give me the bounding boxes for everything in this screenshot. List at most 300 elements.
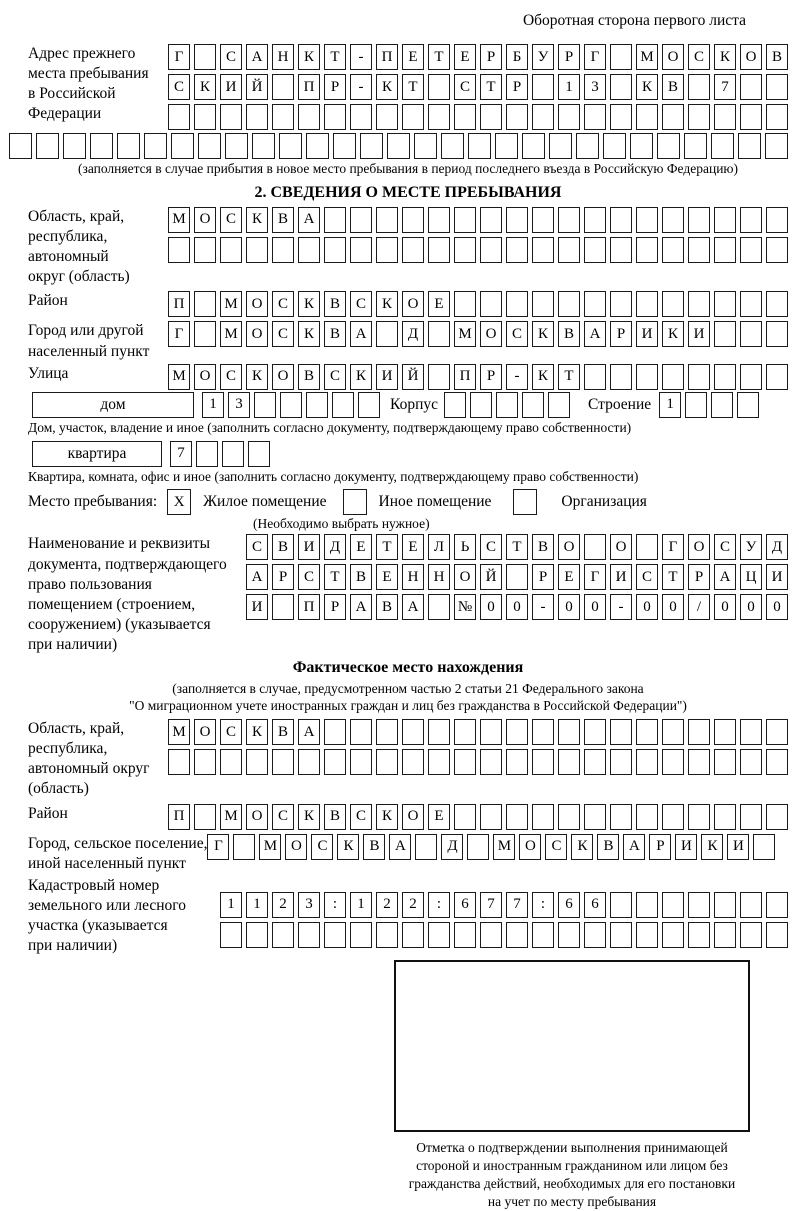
- char-cell[interactable]: [610, 207, 632, 233]
- char-cell[interactable]: Г: [584, 44, 606, 70]
- char-cell[interactable]: [737, 392, 759, 418]
- char-cell[interactable]: [576, 133, 599, 159]
- char-cell[interactable]: [657, 133, 680, 159]
- char-cell[interactable]: [636, 719, 658, 745]
- char-cell[interactable]: [610, 892, 632, 918]
- char-cell[interactable]: [376, 237, 398, 263]
- char-cell[interactable]: 1: [220, 892, 242, 918]
- char-cell[interactable]: [714, 104, 736, 130]
- char-cell[interactable]: Т: [402, 74, 424, 100]
- char-cell[interactable]: К: [376, 74, 398, 100]
- char-cell[interactable]: [766, 719, 788, 745]
- char-cell[interactable]: [480, 804, 502, 830]
- char-cell[interactable]: Г: [662, 534, 684, 560]
- char-cell[interactable]: М: [454, 321, 476, 347]
- char-cell[interactable]: А: [714, 564, 736, 590]
- char-cell[interactable]: [220, 922, 242, 948]
- char-cell[interactable]: [740, 364, 762, 390]
- char-cell[interactable]: [688, 749, 710, 775]
- char-cell[interactable]: [558, 104, 580, 130]
- char-cell[interactable]: Р: [610, 321, 632, 347]
- char-cell[interactable]: [532, 749, 554, 775]
- char-cell[interactable]: [324, 207, 346, 233]
- char-cell[interactable]: 7: [480, 892, 502, 918]
- char-cell[interactable]: [636, 364, 658, 390]
- char-cell[interactable]: 0: [558, 594, 580, 620]
- char-cell[interactable]: К: [350, 364, 372, 390]
- char-cell[interactable]: [272, 237, 294, 263]
- char-cell[interactable]: 6: [558, 892, 580, 918]
- char-cell[interactable]: [480, 749, 502, 775]
- char-cell[interactable]: П: [376, 44, 398, 70]
- char-cell[interactable]: [480, 104, 502, 130]
- char-cell[interactable]: [480, 291, 502, 317]
- char-cell[interactable]: [324, 922, 346, 948]
- char-cell[interactable]: [454, 104, 476, 130]
- char-cell[interactable]: С: [506, 321, 528, 347]
- char-cell[interactable]: Г: [207, 834, 229, 860]
- char-cell[interactable]: [558, 291, 580, 317]
- char-cell[interactable]: [610, 922, 632, 948]
- char-cell[interactable]: Т: [506, 534, 528, 560]
- char-cell[interactable]: М: [636, 44, 658, 70]
- char-cell[interactable]: 6: [584, 892, 606, 918]
- char-cell[interactable]: Д: [324, 534, 346, 560]
- char-cell[interactable]: 0: [740, 594, 762, 620]
- char-cell[interactable]: [662, 892, 684, 918]
- char-cell[interactable]: [738, 133, 761, 159]
- char-cell[interactable]: [610, 104, 632, 130]
- char-cell[interactable]: [610, 719, 632, 745]
- char-cell[interactable]: Т: [324, 44, 346, 70]
- char-cell[interactable]: У: [740, 534, 762, 560]
- char-cell[interactable]: [350, 922, 372, 948]
- char-cell[interactable]: [414, 133, 437, 159]
- char-cell[interactable]: [350, 207, 372, 233]
- char-cell[interactable]: В: [272, 534, 294, 560]
- char-cell[interactable]: [506, 749, 528, 775]
- char-cell[interactable]: С: [272, 321, 294, 347]
- char-cell[interactable]: Р: [324, 594, 346, 620]
- char-cell[interactable]: [610, 749, 632, 775]
- char-cell[interactable]: Е: [402, 534, 424, 560]
- char-cell[interactable]: К: [298, 44, 320, 70]
- char-cell[interactable]: А: [623, 834, 645, 860]
- char-cell[interactable]: [246, 922, 268, 948]
- char-cell[interactable]: Р: [649, 834, 671, 860]
- char-cell[interactable]: [636, 804, 658, 830]
- char-cell[interactable]: 3: [298, 892, 320, 918]
- char-cell[interactable]: Е: [376, 564, 398, 590]
- char-cell[interactable]: [636, 237, 658, 263]
- char-cell[interactable]: [358, 392, 380, 418]
- char-cell[interactable]: 7: [170, 441, 192, 467]
- char-cell[interactable]: Н: [272, 44, 294, 70]
- char-cell[interactable]: И: [727, 834, 749, 860]
- char-cell[interactable]: [246, 104, 268, 130]
- char-cell[interactable]: [584, 291, 606, 317]
- char-cell[interactable]: /: [688, 594, 710, 620]
- char-cell[interactable]: [496, 392, 518, 418]
- char-cell[interactable]: [298, 104, 320, 130]
- char-cell[interactable]: [714, 749, 736, 775]
- char-cell[interactable]: П: [298, 74, 320, 100]
- char-cell[interactable]: [662, 237, 684, 263]
- char-cell[interactable]: [428, 237, 450, 263]
- char-cell[interactable]: [220, 749, 242, 775]
- char-cell[interactable]: Т: [480, 74, 502, 100]
- char-cell[interactable]: С: [714, 534, 736, 560]
- char-cell[interactable]: [220, 104, 242, 130]
- char-cell[interactable]: К: [246, 719, 268, 745]
- char-cell[interactable]: 0: [714, 594, 736, 620]
- char-cell[interactable]: [714, 892, 736, 918]
- char-cell[interactable]: Г: [168, 321, 190, 347]
- char-cell[interactable]: И: [610, 564, 632, 590]
- char-cell[interactable]: В: [324, 804, 346, 830]
- char-cell[interactable]: П: [298, 594, 320, 620]
- char-cell[interactable]: 0: [662, 594, 684, 620]
- char-cell[interactable]: [428, 749, 450, 775]
- char-cell[interactable]: Й: [480, 564, 502, 590]
- char-cell[interactable]: [480, 207, 502, 233]
- char-cell[interactable]: [636, 534, 658, 560]
- char-cell[interactable]: [168, 104, 190, 130]
- char-cell[interactable]: Л: [428, 534, 450, 560]
- char-cell[interactable]: А: [246, 564, 268, 590]
- char-cell[interactable]: -: [506, 364, 528, 390]
- char-cell[interactable]: [714, 804, 736, 830]
- char-cell[interactable]: В: [324, 321, 346, 347]
- char-cell[interactable]: [766, 321, 788, 347]
- char-cell[interactable]: 1: [659, 392, 681, 418]
- char-cell[interactable]: [662, 749, 684, 775]
- char-cell[interactable]: С: [688, 44, 710, 70]
- char-cell[interactable]: [688, 719, 710, 745]
- char-cell[interactable]: [740, 321, 762, 347]
- char-cell[interactable]: [428, 321, 450, 347]
- char-cell[interactable]: [332, 392, 354, 418]
- char-cell[interactable]: [714, 207, 736, 233]
- char-cell[interactable]: [685, 392, 707, 418]
- char-cell[interactable]: [662, 719, 684, 745]
- char-cell[interactable]: [584, 749, 606, 775]
- char-cell[interactable]: Р: [532, 564, 554, 590]
- char-cell[interactable]: [194, 804, 216, 830]
- char-cell[interactable]: К: [246, 364, 268, 390]
- char-cell[interactable]: В: [272, 207, 294, 233]
- char-cell[interactable]: [454, 207, 476, 233]
- char-cell[interactable]: 0: [480, 594, 502, 620]
- char-cell[interactable]: [532, 237, 554, 263]
- char-cell[interactable]: У: [532, 44, 554, 70]
- char-cell[interactable]: С: [220, 719, 242, 745]
- char-cell[interactable]: Г: [168, 44, 190, 70]
- char-cell[interactable]: В: [558, 321, 580, 347]
- char-cell[interactable]: [558, 237, 580, 263]
- char-cell[interactable]: [194, 237, 216, 263]
- char-cell[interactable]: 7: [714, 74, 736, 100]
- char-cell[interactable]: М: [168, 719, 190, 745]
- char-cell[interactable]: А: [298, 719, 320, 745]
- char-cell[interactable]: [766, 892, 788, 918]
- char-cell[interactable]: [324, 237, 346, 263]
- char-cell[interactable]: [506, 104, 528, 130]
- char-cell[interactable]: [350, 104, 372, 130]
- char-cell[interactable]: [766, 104, 788, 130]
- char-cell[interactable]: 2: [376, 892, 398, 918]
- char-cell[interactable]: [468, 133, 491, 159]
- char-cell[interactable]: [714, 922, 736, 948]
- char-cell[interactable]: [454, 719, 476, 745]
- char-cell[interactable]: [272, 922, 294, 948]
- char-cell[interactable]: Р: [558, 44, 580, 70]
- char-cell[interactable]: 3: [228, 392, 250, 418]
- char-cell[interactable]: №: [454, 594, 476, 620]
- char-cell[interactable]: [506, 207, 528, 233]
- char-cell[interactable]: [194, 291, 216, 317]
- char-cell[interactable]: [402, 719, 424, 745]
- char-cell[interactable]: Е: [558, 564, 580, 590]
- char-cell[interactable]: [402, 207, 424, 233]
- char-cell[interactable]: [532, 74, 554, 100]
- char-cell[interactable]: [740, 892, 762, 918]
- apartment-name-box[interactable]: квартира: [32, 441, 162, 467]
- char-cell[interactable]: [198, 133, 221, 159]
- char-cell[interactable]: М: [493, 834, 515, 860]
- char-cell[interactable]: [532, 922, 554, 948]
- char-cell[interactable]: Н: [428, 564, 450, 590]
- char-cell[interactable]: [376, 207, 398, 233]
- char-cell[interactable]: [584, 922, 606, 948]
- char-cell[interactable]: С: [636, 564, 658, 590]
- char-cell[interactable]: И: [636, 321, 658, 347]
- char-cell[interactable]: [428, 104, 450, 130]
- char-cell[interactable]: [402, 922, 424, 948]
- char-cell[interactable]: -: [350, 44, 372, 70]
- char-cell[interactable]: [415, 834, 437, 860]
- char-cell[interactable]: [766, 804, 788, 830]
- char-cell[interactable]: [636, 749, 658, 775]
- char-cell[interactable]: [272, 104, 294, 130]
- char-cell[interactable]: [532, 104, 554, 130]
- char-cell[interactable]: Т: [376, 534, 398, 560]
- char-cell[interactable]: К: [701, 834, 723, 860]
- char-cell[interactable]: А: [584, 321, 606, 347]
- char-cell[interactable]: [740, 104, 762, 130]
- char-cell[interactable]: [168, 749, 190, 775]
- char-cell[interactable]: С: [324, 364, 346, 390]
- char-cell[interactable]: [532, 207, 554, 233]
- char-cell[interactable]: [428, 207, 450, 233]
- char-cell[interactable]: [144, 133, 167, 159]
- char-cell[interactable]: [548, 392, 570, 418]
- char-cell[interactable]: [688, 922, 710, 948]
- char-cell[interactable]: [480, 922, 502, 948]
- char-cell[interactable]: [532, 719, 554, 745]
- char-cell[interactable]: О: [454, 564, 476, 590]
- char-cell[interactable]: Й: [246, 74, 268, 100]
- char-cell[interactable]: Е: [402, 44, 424, 70]
- char-cell[interactable]: М: [259, 834, 281, 860]
- char-cell[interactable]: А: [246, 44, 268, 70]
- char-cell[interactable]: [558, 922, 580, 948]
- char-cell[interactable]: [196, 441, 218, 467]
- char-cell[interactable]: [272, 594, 294, 620]
- char-cell[interactable]: К: [376, 291, 398, 317]
- char-cell[interactable]: [714, 237, 736, 263]
- char-cell[interactable]: [194, 321, 216, 347]
- char-cell[interactable]: А: [298, 207, 320, 233]
- char-cell[interactable]: [454, 749, 476, 775]
- char-cell[interactable]: [688, 104, 710, 130]
- char-cell[interactable]: Е: [350, 534, 372, 560]
- char-cell[interactable]: К: [246, 207, 268, 233]
- char-cell[interactable]: [376, 321, 398, 347]
- char-cell[interactable]: [522, 133, 545, 159]
- char-cell[interactable]: [90, 133, 113, 159]
- char-cell[interactable]: [558, 749, 580, 775]
- char-cell[interactable]: [714, 364, 736, 390]
- char-cell[interactable]: С: [311, 834, 333, 860]
- char-cell[interactable]: М: [220, 291, 242, 317]
- char-cell[interactable]: [428, 594, 450, 620]
- char-cell[interactable]: [324, 719, 346, 745]
- char-cell[interactable]: [194, 104, 216, 130]
- char-cell[interactable]: 0: [584, 594, 606, 620]
- char-cell[interactable]: Р: [506, 74, 528, 100]
- char-cell[interactable]: [360, 133, 383, 159]
- char-cell[interactable]: О: [519, 834, 541, 860]
- char-cell[interactable]: К: [298, 321, 320, 347]
- char-cell[interactable]: [324, 749, 346, 775]
- char-cell[interactable]: К: [714, 44, 736, 70]
- char-cell[interactable]: О: [740, 44, 762, 70]
- char-cell[interactable]: [402, 104, 424, 130]
- char-cell[interactable]: О: [480, 321, 502, 347]
- char-cell[interactable]: К: [571, 834, 593, 860]
- char-cell[interactable]: [272, 74, 294, 100]
- char-cell[interactable]: К: [532, 364, 554, 390]
- char-cell[interactable]: [522, 392, 544, 418]
- char-cell[interactable]: [610, 74, 632, 100]
- char-cell[interactable]: В: [324, 291, 346, 317]
- char-cell[interactable]: С: [220, 364, 242, 390]
- char-cell[interactable]: [584, 804, 606, 830]
- char-cell[interactable]: М: [220, 804, 242, 830]
- char-cell[interactable]: [428, 922, 450, 948]
- char-cell[interactable]: [194, 44, 216, 70]
- char-cell[interactable]: В: [662, 74, 684, 100]
- char-cell[interactable]: В: [363, 834, 385, 860]
- char-cell[interactable]: [662, 207, 684, 233]
- char-cell[interactable]: [636, 207, 658, 233]
- char-cell[interactable]: С: [298, 564, 320, 590]
- char-cell[interactable]: Р: [272, 564, 294, 590]
- char-cell[interactable]: К: [298, 804, 320, 830]
- char-cell[interactable]: Д: [766, 534, 788, 560]
- char-cell[interactable]: [740, 749, 762, 775]
- house-name-box[interactable]: дом: [32, 392, 194, 418]
- char-cell[interactable]: 2: [402, 892, 424, 918]
- char-cell[interactable]: [766, 74, 788, 100]
- char-cell[interactable]: И: [220, 74, 242, 100]
- char-cell[interactable]: [387, 133, 410, 159]
- char-cell[interactable]: [532, 804, 554, 830]
- char-cell[interactable]: [662, 922, 684, 948]
- char-cell[interactable]: [688, 207, 710, 233]
- char-cell[interactable]: [636, 291, 658, 317]
- char-cell[interactable]: [584, 237, 606, 263]
- char-cell[interactable]: [688, 237, 710, 263]
- char-cell[interactable]: [246, 749, 268, 775]
- char-cell[interactable]: С: [480, 534, 502, 560]
- char-cell[interactable]: 0: [506, 594, 528, 620]
- char-cell[interactable]: [558, 207, 580, 233]
- char-cell[interactable]: В: [532, 534, 554, 560]
- char-cell[interactable]: 7: [506, 892, 528, 918]
- char-cell[interactable]: П: [168, 804, 190, 830]
- char-cell[interactable]: [350, 749, 372, 775]
- char-cell[interactable]: [711, 392, 733, 418]
- char-cell[interactable]: [324, 104, 346, 130]
- char-cell[interactable]: [350, 719, 372, 745]
- char-cell[interactable]: [688, 74, 710, 100]
- char-cell[interactable]: [740, 291, 762, 317]
- char-cell[interactable]: 3: [584, 74, 606, 100]
- char-cell[interactable]: [688, 291, 710, 317]
- char-cell[interactable]: [454, 237, 476, 263]
- char-cell[interactable]: [9, 133, 32, 159]
- char-cell[interactable]: [506, 564, 528, 590]
- char-cell[interactable]: О: [285, 834, 307, 860]
- char-cell[interactable]: [766, 291, 788, 317]
- char-cell[interactable]: [549, 133, 572, 159]
- char-cell[interactable]: [402, 749, 424, 775]
- stay-type-checkbox-organization[interactable]: [513, 489, 537, 515]
- char-cell[interactable]: [248, 441, 270, 467]
- char-cell[interactable]: Н: [402, 564, 424, 590]
- char-cell[interactable]: Ц: [740, 564, 762, 590]
- char-cell[interactable]: [662, 804, 684, 830]
- char-cell[interactable]: [584, 364, 606, 390]
- char-cell[interactable]: И: [766, 564, 788, 590]
- char-cell[interactable]: 6: [454, 892, 476, 918]
- char-cell[interactable]: 0: [636, 594, 658, 620]
- char-cell[interactable]: С: [272, 291, 294, 317]
- stay-type-checkbox-residential[interactable]: X: [167, 489, 191, 515]
- char-cell[interactable]: :: [428, 892, 450, 918]
- char-cell[interactable]: [662, 104, 684, 130]
- char-cell[interactable]: [428, 364, 450, 390]
- char-cell[interactable]: [298, 749, 320, 775]
- char-cell[interactable]: [584, 534, 606, 560]
- char-cell[interactable]: [220, 237, 242, 263]
- char-cell[interactable]: С: [350, 804, 372, 830]
- char-cell[interactable]: [584, 104, 606, 130]
- char-cell[interactable]: [272, 749, 294, 775]
- char-cell[interactable]: [610, 364, 632, 390]
- char-cell[interactable]: [350, 237, 372, 263]
- char-cell[interactable]: [688, 892, 710, 918]
- char-cell[interactable]: Р: [688, 564, 710, 590]
- char-cell[interactable]: И: [675, 834, 697, 860]
- char-cell[interactable]: [454, 922, 476, 948]
- char-cell[interactable]: [740, 74, 762, 100]
- char-cell[interactable]: Е: [428, 804, 450, 830]
- char-cell[interactable]: К: [636, 74, 658, 100]
- char-cell[interactable]: К: [532, 321, 554, 347]
